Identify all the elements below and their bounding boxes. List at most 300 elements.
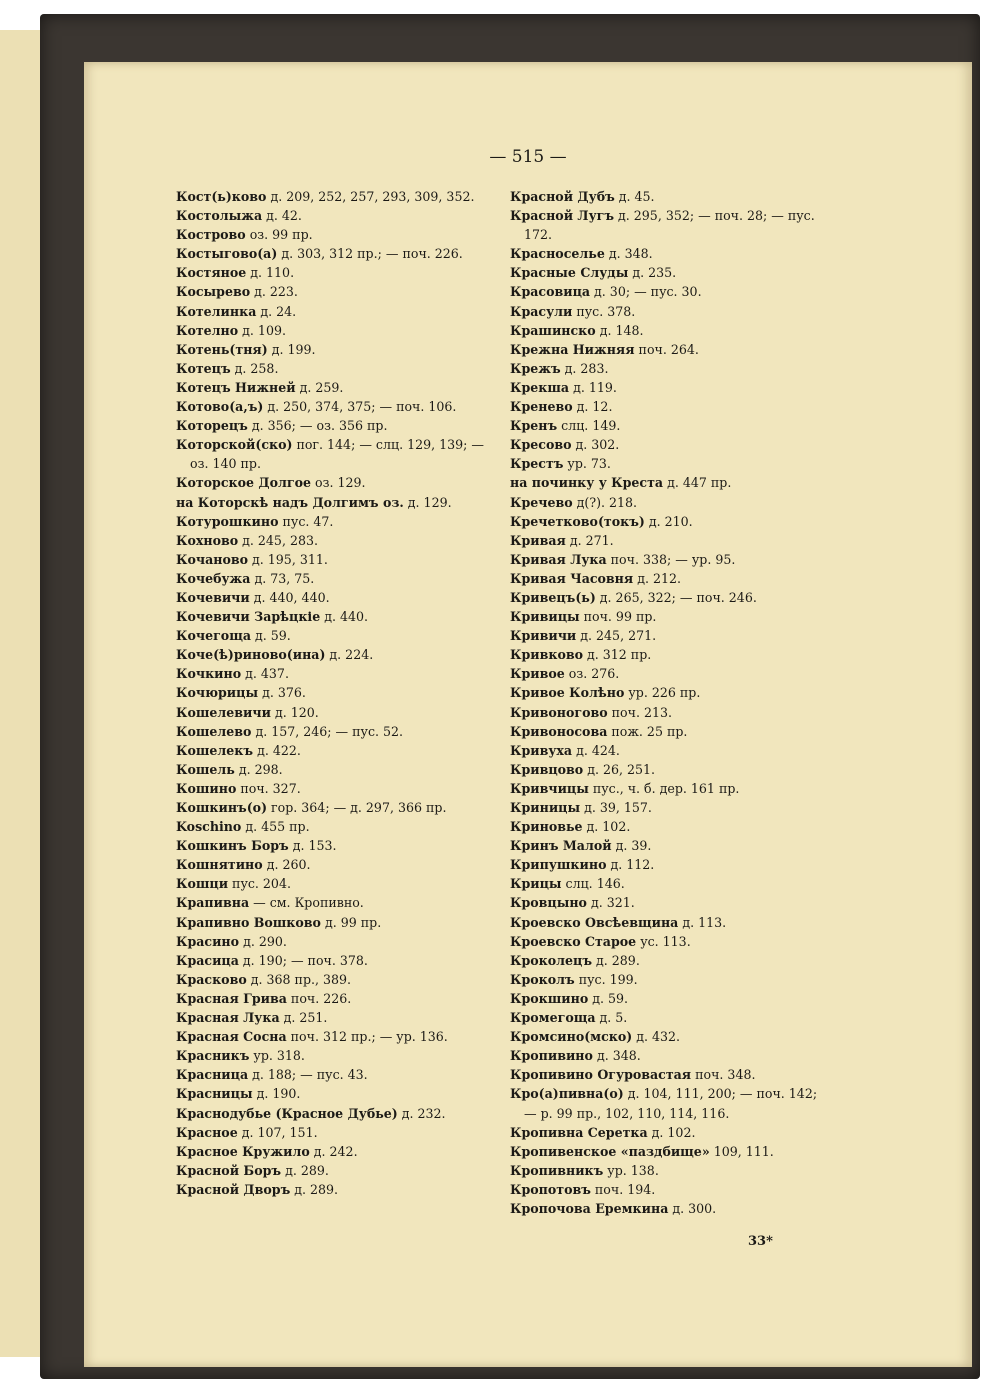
index-entry [176, 874, 494, 893]
index-references: пог. 144; — слц. 129, 139; — оз. 140 пр. [190, 437, 484, 472]
index-references: д. 289. [592, 952, 640, 968]
index-headword: Красной Дворъ [176, 1181, 291, 1197]
index-entry [510, 836, 832, 855]
index-entry [510, 340, 832, 359]
index-headword: Кривецъ(ь) [510, 589, 596, 605]
index-entry [510, 473, 832, 492]
index-headword: Кривково [510, 647, 583, 663]
index-headword: Красница [176, 1067, 249, 1083]
index-headword: Краснодубье (Красное Дубье) [176, 1105, 398, 1121]
index-references: д. 447 пр. [663, 475, 732, 491]
index-headword: Кречево [510, 494, 573, 510]
index-headword: на Которскѣ надъ Долгимъ оз. [176, 494, 404, 510]
index-references: д. 348. [592, 1048, 641, 1064]
index-entry [176, 893, 494, 912]
index-entry [176, 932, 494, 951]
index-references: поч. 348. [691, 1067, 756, 1083]
index-entry [510, 1065, 832, 1084]
index-references: д. 271. [565, 532, 614, 548]
index-entry [176, 760, 494, 779]
index-headword: Кошино [176, 780, 237, 796]
index-entry [176, 512, 494, 531]
previous-page-edge [0, 30, 42, 1357]
index-references: д. 110. [246, 265, 295, 281]
index-references: д. 210. [644, 513, 693, 529]
index-references: д. 440. [320, 609, 369, 625]
index-references: пус. 199. [574, 971, 638, 987]
index-headword: Котень(тня) [176, 341, 268, 357]
index-references: слц. 149. [557, 418, 621, 434]
index-entry [176, 970, 494, 989]
index-headword: Кро(а)пивна(о) [510, 1086, 624, 1102]
index-headword: Кривицы [510, 609, 580, 625]
index-headword: Кост(ь)ково [176, 189, 267, 204]
index-entry [510, 512, 832, 531]
index-entry [176, 282, 494, 301]
index-entry [510, 206, 832, 244]
index-entry [510, 263, 832, 282]
index-entry [176, 321, 494, 340]
index-references: д. 109. [238, 322, 286, 338]
index-references: д. 260. [262, 857, 311, 873]
index-entry [176, 836, 494, 855]
index-entry [176, 531, 494, 550]
index-entry [510, 913, 832, 932]
index-references: пус. 204. [228, 876, 291, 892]
index-headword: Кошнятино [176, 857, 263, 873]
index-entry [510, 645, 832, 664]
index-references: д. 39, 157. [580, 800, 652, 815]
index-entry [510, 683, 832, 702]
index-headword: Красной Дубъ [510, 189, 615, 204]
index-headword: Крицы [510, 876, 562, 892]
index-headword: Красной Лугъ [510, 208, 615, 224]
index-headword: Крапивно Вошково [176, 914, 321, 930]
index-headword: Которской(ско) [176, 437, 293, 453]
index-entry [510, 321, 832, 340]
index-entry [176, 206, 494, 225]
index-headword: Красные Слуды [510, 265, 629, 281]
index-references: д. 59. [251, 628, 291, 644]
index-references: д. 102. [647, 1124, 696, 1140]
index-headword: Кошци [176, 876, 229, 892]
index-headword: Криницы [510, 800, 581, 815]
index-entry [176, 263, 494, 282]
index-entry [510, 760, 832, 779]
printer-signature-mark: 33* [748, 1234, 773, 1249]
index-entry [510, 932, 832, 951]
index-headword: Кошкинъ(о) [176, 800, 268, 815]
index-references: д. 59. [588, 990, 629, 1006]
index-entry [176, 645, 494, 664]
index-headword: Красная Лука [176, 1010, 280, 1026]
index-entry [176, 397, 494, 416]
index-entry [510, 1180, 832, 1199]
index-references: д. 45. [614, 189, 655, 204]
index-headword: Котецъ Нижней [176, 379, 296, 395]
index-entry [510, 626, 832, 645]
index-headword: Кромегоща [510, 1010, 596, 1026]
index-entry [510, 989, 832, 1008]
index-references: д. 190; — поч. 378. [238, 952, 368, 968]
index-references: д. 300. [668, 1200, 717, 1216]
index-entry [176, 244, 494, 263]
index-headword: Красное [176, 1124, 238, 1140]
index-references: д. 283. [560, 360, 609, 376]
index-references: оз. 276. [564, 666, 620, 682]
index-headword: Кроевско Старое [510, 933, 637, 949]
index-references: д. 209, 252, 257, 293, 309, 352. [266, 189, 475, 204]
index-entry [176, 1027, 494, 1046]
index-entry [176, 722, 494, 741]
index-references: пож. 25 пр. [607, 723, 688, 739]
index-headword: Костяное [176, 265, 247, 281]
index-references: д. 424. [572, 742, 620, 758]
index-references: д. 295, 352; — поч. 28; — пус. 172. [524, 208, 815, 243]
index-headword: Котово(а,ъ) [176, 399, 264, 415]
index-references: оз. 99 пр. [245, 227, 313, 243]
index-headword: Кропочова Еремкина [510, 1200, 669, 1216]
index-entry [176, 703, 494, 722]
index-headword: Котурошкино [176, 513, 279, 529]
index-headword: Крежъ [510, 360, 561, 376]
index-entry [510, 378, 832, 397]
index-references: д. 104, 111, 200; — поч. 142; — р. 99 пр., 102, 110, 114, 116. [524, 1086, 818, 1121]
left-index-column [176, 187, 494, 1199]
index-headword: Кропивна Серетка [510, 1124, 648, 1140]
index-references: д. 153. [288, 838, 337, 854]
index-entry [510, 1161, 832, 1180]
index-headword: Которецъ [176, 418, 248, 434]
index-references: д. 113. [678, 914, 727, 930]
index-references: д. 212. [633, 570, 682, 586]
index-headword: Красули [510, 303, 573, 319]
index-entry [176, 378, 494, 397]
index-entry [510, 874, 832, 893]
index-references: поч. 327. [236, 780, 301, 796]
index-headword: Кроколецъ [510, 952, 593, 968]
index-entry [510, 435, 832, 454]
index-references: поч. 226. [286, 990, 352, 1006]
index-headword: Крашинско [510, 322, 596, 338]
index-references: д. 24. [256, 303, 297, 319]
index-headword: Красная Сосна [176, 1029, 287, 1045]
index-references: д. 148. [595, 322, 644, 338]
index-entry [510, 1199, 832, 1218]
index-references: оз. 129. [311, 475, 366, 491]
index-references: поч. 194. [590, 1181, 656, 1197]
index-entry [510, 454, 832, 473]
index-entry [176, 989, 494, 1008]
index-references: д. 73, 75. [250, 570, 315, 586]
index-references: д. 12. [572, 399, 613, 415]
index-entry [510, 531, 832, 550]
index-headword: Кривуха [510, 742, 573, 758]
index-entry [176, 569, 494, 588]
index-headword: Кривая Лука [510, 551, 607, 567]
index-entry [510, 779, 832, 798]
index-references: д. 321. [586, 895, 635, 911]
index-references: д. 242. [309, 1143, 358, 1159]
index-headword: Кривоносова [510, 723, 608, 739]
index-headword: Кривое Колѣно [510, 685, 625, 701]
index-headword: Кринъ Малой [510, 838, 612, 854]
index-headword: Кроевско Овсѣевщина [510, 914, 679, 930]
index-references: д. 298. [234, 761, 283, 777]
index-references: поч. 213. [607, 704, 672, 720]
index-headword: Крежна Нижняя [510, 341, 635, 357]
index-headword: Крипушкино [510, 857, 607, 873]
index-references: д. 102. [582, 819, 631, 835]
index-headword: Кривичи [510, 628, 577, 644]
index-entry [176, 1180, 494, 1199]
index-references: — см. Кропивно. [249, 895, 364, 911]
index-headword: Красково [176, 971, 247, 987]
index-entry [510, 282, 832, 301]
index-entry [176, 493, 494, 512]
index-references: д. 5. [595, 1010, 628, 1026]
index-entry [510, 798, 832, 817]
index-entry [176, 550, 494, 569]
index-entry [176, 683, 494, 702]
index-entry [510, 970, 832, 989]
index-entry [176, 588, 494, 607]
index-entry [510, 817, 832, 836]
index-entry [510, 664, 832, 683]
index-entry [176, 855, 494, 874]
index-references: д. 195, 311. [248, 551, 328, 567]
index-references: д. 129. [403, 494, 452, 510]
index-entry [176, 951, 494, 970]
page-number: — 515 — [489, 147, 567, 167]
index-entry [176, 798, 494, 817]
index-headword: Кострово [176, 227, 246, 243]
index-references: д. 223. [250, 284, 298, 300]
index-headword: Костолыжа [176, 208, 263, 224]
index-headword: Красной Боръ [176, 1162, 282, 1178]
index-headword: Красницы [176, 1086, 253, 1102]
index-entry [510, 1008, 832, 1027]
index-references: пус. 47. [278, 513, 334, 529]
index-references: д. 245, 271. [576, 628, 657, 644]
index-headword: Котелно [176, 322, 239, 338]
index-headword: на починку у Креста [510, 475, 664, 491]
index-entry [176, 359, 494, 378]
index-references: д. 368 пр., 389. [246, 971, 352, 987]
index-references: поч. 338; — ур. 95. [606, 551, 736, 567]
index-references: д. 42. [262, 208, 302, 224]
index-entry [176, 302, 494, 321]
book-cover-board [40, 14, 980, 1379]
index-entry [510, 493, 832, 512]
index-entry [510, 244, 832, 263]
index-headword: Кривцово [510, 761, 584, 777]
index-headword: Кровцыно [510, 895, 587, 911]
index-references: д. 250, 374, 375; — поч. 106. [263, 399, 457, 415]
index-entry [176, 913, 494, 932]
index-entry [176, 817, 494, 836]
index-references: ур. 318. [249, 1048, 305, 1064]
index-headword: Кресово [510, 437, 572, 453]
index-entry [176, 340, 494, 359]
index-entry [510, 569, 832, 588]
index-references: д. 258. [230, 360, 279, 376]
index-headword: Кренъ [510, 418, 558, 434]
index-headword: Кривая Часовня [510, 570, 634, 586]
index-entry [510, 416, 832, 435]
index-entry [510, 951, 832, 970]
index-entry [510, 855, 832, 874]
index-entry [510, 302, 832, 321]
index-headword: Кошель [176, 761, 235, 777]
index-entry [176, 1123, 494, 1142]
index-headword: Красица [176, 952, 239, 968]
index-references: ур. 226 пр. [624, 685, 701, 701]
index-headword: Кропотовъ [510, 1181, 591, 1197]
index-headword: Крокшино [510, 990, 589, 1006]
index-entry [176, 664, 494, 683]
index-headword: Кречетково(токъ) [510, 513, 645, 529]
index-references: д. 224. [325, 647, 374, 663]
index-headword: Кроколъ [510, 971, 575, 987]
index-references: д. 289. [290, 1181, 339, 1197]
index-references: д. 39. [611, 838, 652, 854]
index-references: слц. 146. [561, 876, 625, 892]
index-headword: Кочюрицы [176, 685, 259, 701]
index-entry [510, 741, 832, 760]
index-references: пус. 378. [572, 303, 636, 319]
index-headword: Кропивино [510, 1048, 593, 1064]
index-entry [510, 187, 832, 206]
index-entry [510, 1084, 832, 1122]
index-entry [176, 1084, 494, 1103]
index-references: поч. 99 пр. [579, 609, 657, 625]
index-references: д. 312 пр. [583, 647, 652, 663]
index-entry [176, 1142, 494, 1161]
index-headword: Криновье [510, 819, 583, 835]
index-references: д. 302. [571, 437, 620, 453]
index-references: д. 432. [632, 1029, 681, 1045]
index-entry [510, 703, 832, 722]
index-entry [176, 1046, 494, 1065]
index-entry [176, 1008, 494, 1027]
index-headword: Кочевичи Зарѣцкіе [176, 609, 321, 625]
index-entry [510, 1027, 832, 1046]
index-headword: Кочевичи [176, 589, 250, 605]
index-references: д. 107, 151. [237, 1124, 318, 1140]
index-headword: Кренево [510, 399, 573, 415]
index-entry [510, 359, 832, 378]
index-entry [176, 225, 494, 244]
index-entry [510, 893, 832, 912]
index-entry [176, 473, 494, 492]
index-references: д. 30; — пус. 30. [590, 284, 702, 300]
index-headword: Кривое [510, 666, 565, 682]
index-headword: Кочегоща [176, 628, 251, 644]
index-entry [176, 416, 494, 435]
index-headword: Красино [176, 933, 240, 949]
index-references: д. 235. [628, 265, 677, 281]
index-headword: Кошелекъ [176, 742, 254, 758]
index-references: д. 348. [604, 246, 653, 262]
index-entry [176, 435, 494, 473]
index-entry [176, 607, 494, 626]
index-references: д. 259. [295, 379, 344, 395]
index-references: д. 157, 246; — пус. 52. [251, 723, 404, 739]
index-references: д. 99 пр. [320, 914, 382, 930]
index-headword: Котелинка [176, 303, 257, 319]
index-entry [510, 1142, 832, 1161]
index-references: д. 356; — оз. 356 пр. [247, 418, 388, 434]
index-references: д. 440, 440. [249, 589, 330, 605]
index-references: д. 112. [606, 857, 655, 873]
index-headword: Кропивино Огуровастая [510, 1067, 692, 1083]
index-headword: Красная Грива [176, 990, 287, 1006]
index-entry [176, 741, 494, 760]
index-headword: Кочебужа [176, 570, 251, 586]
index-headword: Крекша [510, 379, 570, 395]
index-entry [176, 1065, 494, 1084]
index-references: д. 190. [252, 1086, 301, 1102]
index-headword: Крестъ [510, 456, 564, 472]
index-references: д. 119. [569, 379, 617, 395]
index-entry [176, 1104, 494, 1123]
index-references: д. 289. [281, 1162, 329, 1178]
index-entry [510, 588, 832, 607]
index-headword: Которское Долгое [176, 475, 312, 491]
index-references: д. 376. [258, 685, 306, 701]
index-headword: Кошелевичи [176, 704, 271, 720]
index-references: поч. 312 пр.; — ур. 136. [286, 1029, 448, 1045]
index-headword: Красноселье [510, 246, 605, 262]
index-entry [510, 397, 832, 416]
index-entry [510, 607, 832, 626]
index-entry [510, 550, 832, 569]
index-headword: Коче(ѣ)риново(ина) [176, 647, 326, 663]
index-references: 109, 111. [709, 1143, 774, 1159]
index-references: д. 303, 312 пр.; — поч. 226. [277, 246, 463, 262]
index-entry [176, 626, 494, 645]
index-references: поч. 264. [634, 341, 699, 357]
index-entry [176, 1161, 494, 1180]
index-headword: Кочаново [176, 551, 249, 567]
index-headword: Кошелево [176, 723, 252, 739]
index-references: д. 245, 283. [238, 532, 318, 548]
index-headword: Красникъ [176, 1048, 250, 1064]
index-references: д. 455 пр. [241, 819, 310, 835]
index-references: д. 199. [267, 341, 316, 357]
index-headword: Кривоногово [510, 704, 608, 720]
book-page [84, 62, 972, 1367]
index-references: д. 232. [397, 1105, 446, 1121]
index-headword: Красовица [510, 284, 591, 300]
index-headword: Кочкино [176, 666, 242, 682]
index-references: пус., ч. б. дер. 161 пр. [588, 780, 740, 796]
index-entry [176, 779, 494, 798]
index-headword: Красное Кружило [176, 1143, 310, 1159]
index-references: д. 188; — пус. 43. [248, 1067, 368, 1083]
index-references: д. 26, 251. [583, 761, 656, 777]
index-references: д. 422. [253, 742, 301, 758]
index-headword: Koschino [176, 819, 242, 835]
index-references: д. 265, 322; — поч. 246. [595, 589, 757, 605]
index-headword: Кохново [176, 532, 239, 548]
index-headword: Кривчицы [510, 780, 589, 796]
index-references: д. 251. [279, 1010, 328, 1026]
index-headword: Костыгово(а) [176, 246, 278, 262]
index-references: ур. 138. [603, 1162, 659, 1178]
index-references: ус. 113. [636, 933, 691, 949]
